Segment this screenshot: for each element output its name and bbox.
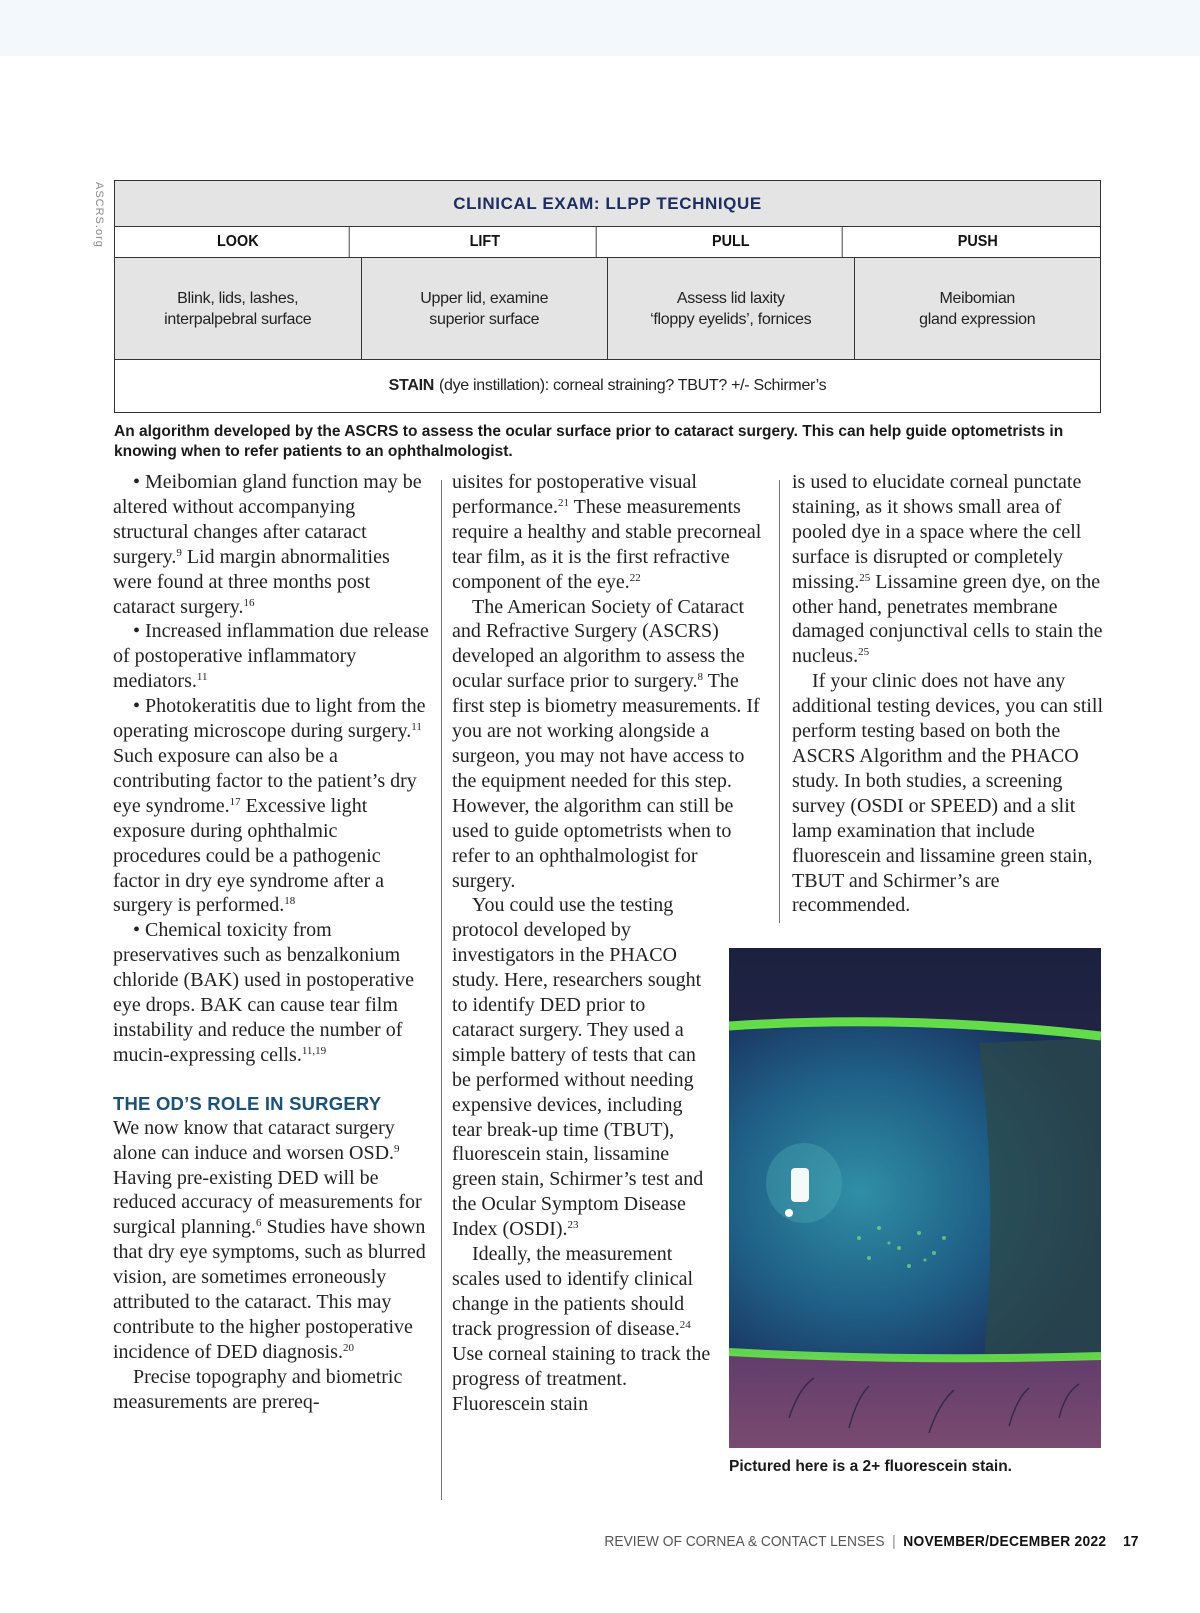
cell-pull: Assess lid laxity ‘floppy eyelids’, fornices xyxy=(608,258,855,359)
table-body-row xyxy=(115,258,1100,360)
bullet-paragraph: • Increased inflammation due release of postoperative inflammatory mediators.$^{11}$ xyxy=(113,620,429,693)
column-rule-1 xyxy=(441,480,442,1500)
cell-lift: Upper lid, examine superior surface xyxy=(362,258,609,359)
paragraph: Precise topography and biometric measurements are prereq- xyxy=(113,1365,403,1413)
cell-look: Blink, lids, lashes, interpalpebral surface xyxy=(115,258,362,359)
column-2 xyxy=(452,470,762,1416)
paragraph: We now know that cataract surgery alone can induce and worsen OSD.$^9$ Having pre-existing DED will be reduced accuracy of measurements for surgical planning.$^6$ Studies have shown that dry eye symptoms, such as blurred vision, are sometimes erroneously attributed to the cataract. This may contribute to the higher postoperative incidence of DED diagnosis.$^{20}$ xyxy=(113,1116,426,1363)
cell-push: Meibomian gland expression xyxy=(919,289,1036,328)
column-rule-2 xyxy=(779,480,780,923)
page-number: 17 xyxy=(1122,1533,1138,1550)
top-band xyxy=(0,0,1200,56)
header-push: PUSH xyxy=(867,227,1088,257)
page-footer xyxy=(604,1533,1138,1550)
paragraph: If your clinic does not have any additional testing devices, you can still perform testing based on both the ASCRS Algorithm and the PHACO study. In both studies, a screening survey (OSDI or SPEED) and a slit lamp examination that include fluorescein and lissamine green stain, TBUT and Schirmer’s are recommended. xyxy=(792,670,1104,917)
header-lift: LIFT xyxy=(374,227,596,257)
footer-separator: | xyxy=(891,1533,896,1550)
bullet-paragraph: • Photokeratitis due to light from the operating microscope during surgery.$^{11}$ Such exposure can also be a contributing factor to the patient’s dry eye syndrome.$^{17}$ Excessive light exposure during ophthalmic procedures could be a pathogenic factor in dry eye syndrome after a surgery is performed.$^{18}$ xyxy=(113,695,426,917)
column-1 xyxy=(113,470,429,1415)
paragraph: Ideally, the measurement scales used to identify clinical change in the patients should track progression of disease.$^{24}$ Use corneal staining to track the progress of treatment. Fluorescein stain xyxy=(452,1243,711,1415)
eye-illustration xyxy=(729,948,1101,1448)
publication-name: REVIEW OF CORNEA & CONTACT LENSES xyxy=(603,1533,885,1550)
paragraph: is used to elucidate corneal punctate staining, as it shows small area of pooled dye in a space where the cell surface is disrupted or completely missing.$^{25}$ Lissamine green dye, on the other hand, penetrates membrane damaged conjunctival cells to stain the nucleus.$^{25}$ xyxy=(792,471,1103,668)
paragraph: The American Society of Cataract and Refractive Surgery (ASCRS) developed an algorithm to assess the ocular surface prior to surgery.$^8$ The first step is biometry measurements. If you are not working alongside a surgeon, you may not have access to the equipment needed for this step. However, the algorithm can still be used to guide optometrists when to refer to an ophthalmologist for surgery. xyxy=(452,595,760,892)
header-pull: PULL xyxy=(620,227,842,257)
photo-caption: Pictured here is a 2+ fluorescein stain. xyxy=(729,1458,1012,1475)
paragraph: You could use the testing protocol developed by investigators in the PHACO study. Here, researchers sought to identify DED prior to cataract surgery. They used a simple battery of tests that can be performed without needing expensive devices, including tear break-up time (TBUT), fluorescein stain, lissamine green stain, Schirmer’s test and the Ocular Symptom Disease Index (OSDI).$^{23}$ xyxy=(452,894,704,1241)
stain-text: (dye instillation): corneal straining? TBUT? +/- Schirmer’s xyxy=(438,377,827,394)
stain-label: STAIN xyxy=(388,377,434,394)
section-heading: THE OD’S ROLE IN SURGERY xyxy=(113,1092,382,1114)
column-3 xyxy=(792,470,1104,918)
table-title: CLINICAL EXAM: LLPP TECHNIQUE xyxy=(115,181,1100,227)
paragraph: uisites for postoperative visual performance.$^{21}$ These measurements require a healthy and stable precorneal tear film, as it is the first refractive component of the eye.$^{22}$ xyxy=(452,471,762,593)
side-credit: ASCRS.org xyxy=(93,182,105,248)
bullet-paragraph: • Meibomian gland function may be altered without accompanying structural changes after cataract surgery.$^9$ Lid margin abnormalities were found at three months post cataract surgery.$^{16}$ xyxy=(113,471,422,618)
table-caption: An algorithm developed by the ASCRS to assess the ocular surface prior to cataract surgery. This can help guide optometrists in knowing when to refer patients to an ophthalmologist. xyxy=(114,423,1064,460)
llpp-table xyxy=(114,180,1101,413)
issue-date: NOVEMBER/DECEMBER 2022 xyxy=(902,1533,1106,1550)
bullet-paragraph: • Chemical toxicity from preservatives such as benzalkonium chloride (BAK) used in postoperative eye drops. BAK can cause tear film instability and reduce the number of mucin-expressing cells.$^{11,19}$ xyxy=(113,919,415,1066)
header-look: LOOK xyxy=(127,227,349,257)
stain-row xyxy=(115,360,1100,412)
fluorescein-stain-photo xyxy=(729,948,1101,1448)
table-header-row xyxy=(115,227,1100,258)
